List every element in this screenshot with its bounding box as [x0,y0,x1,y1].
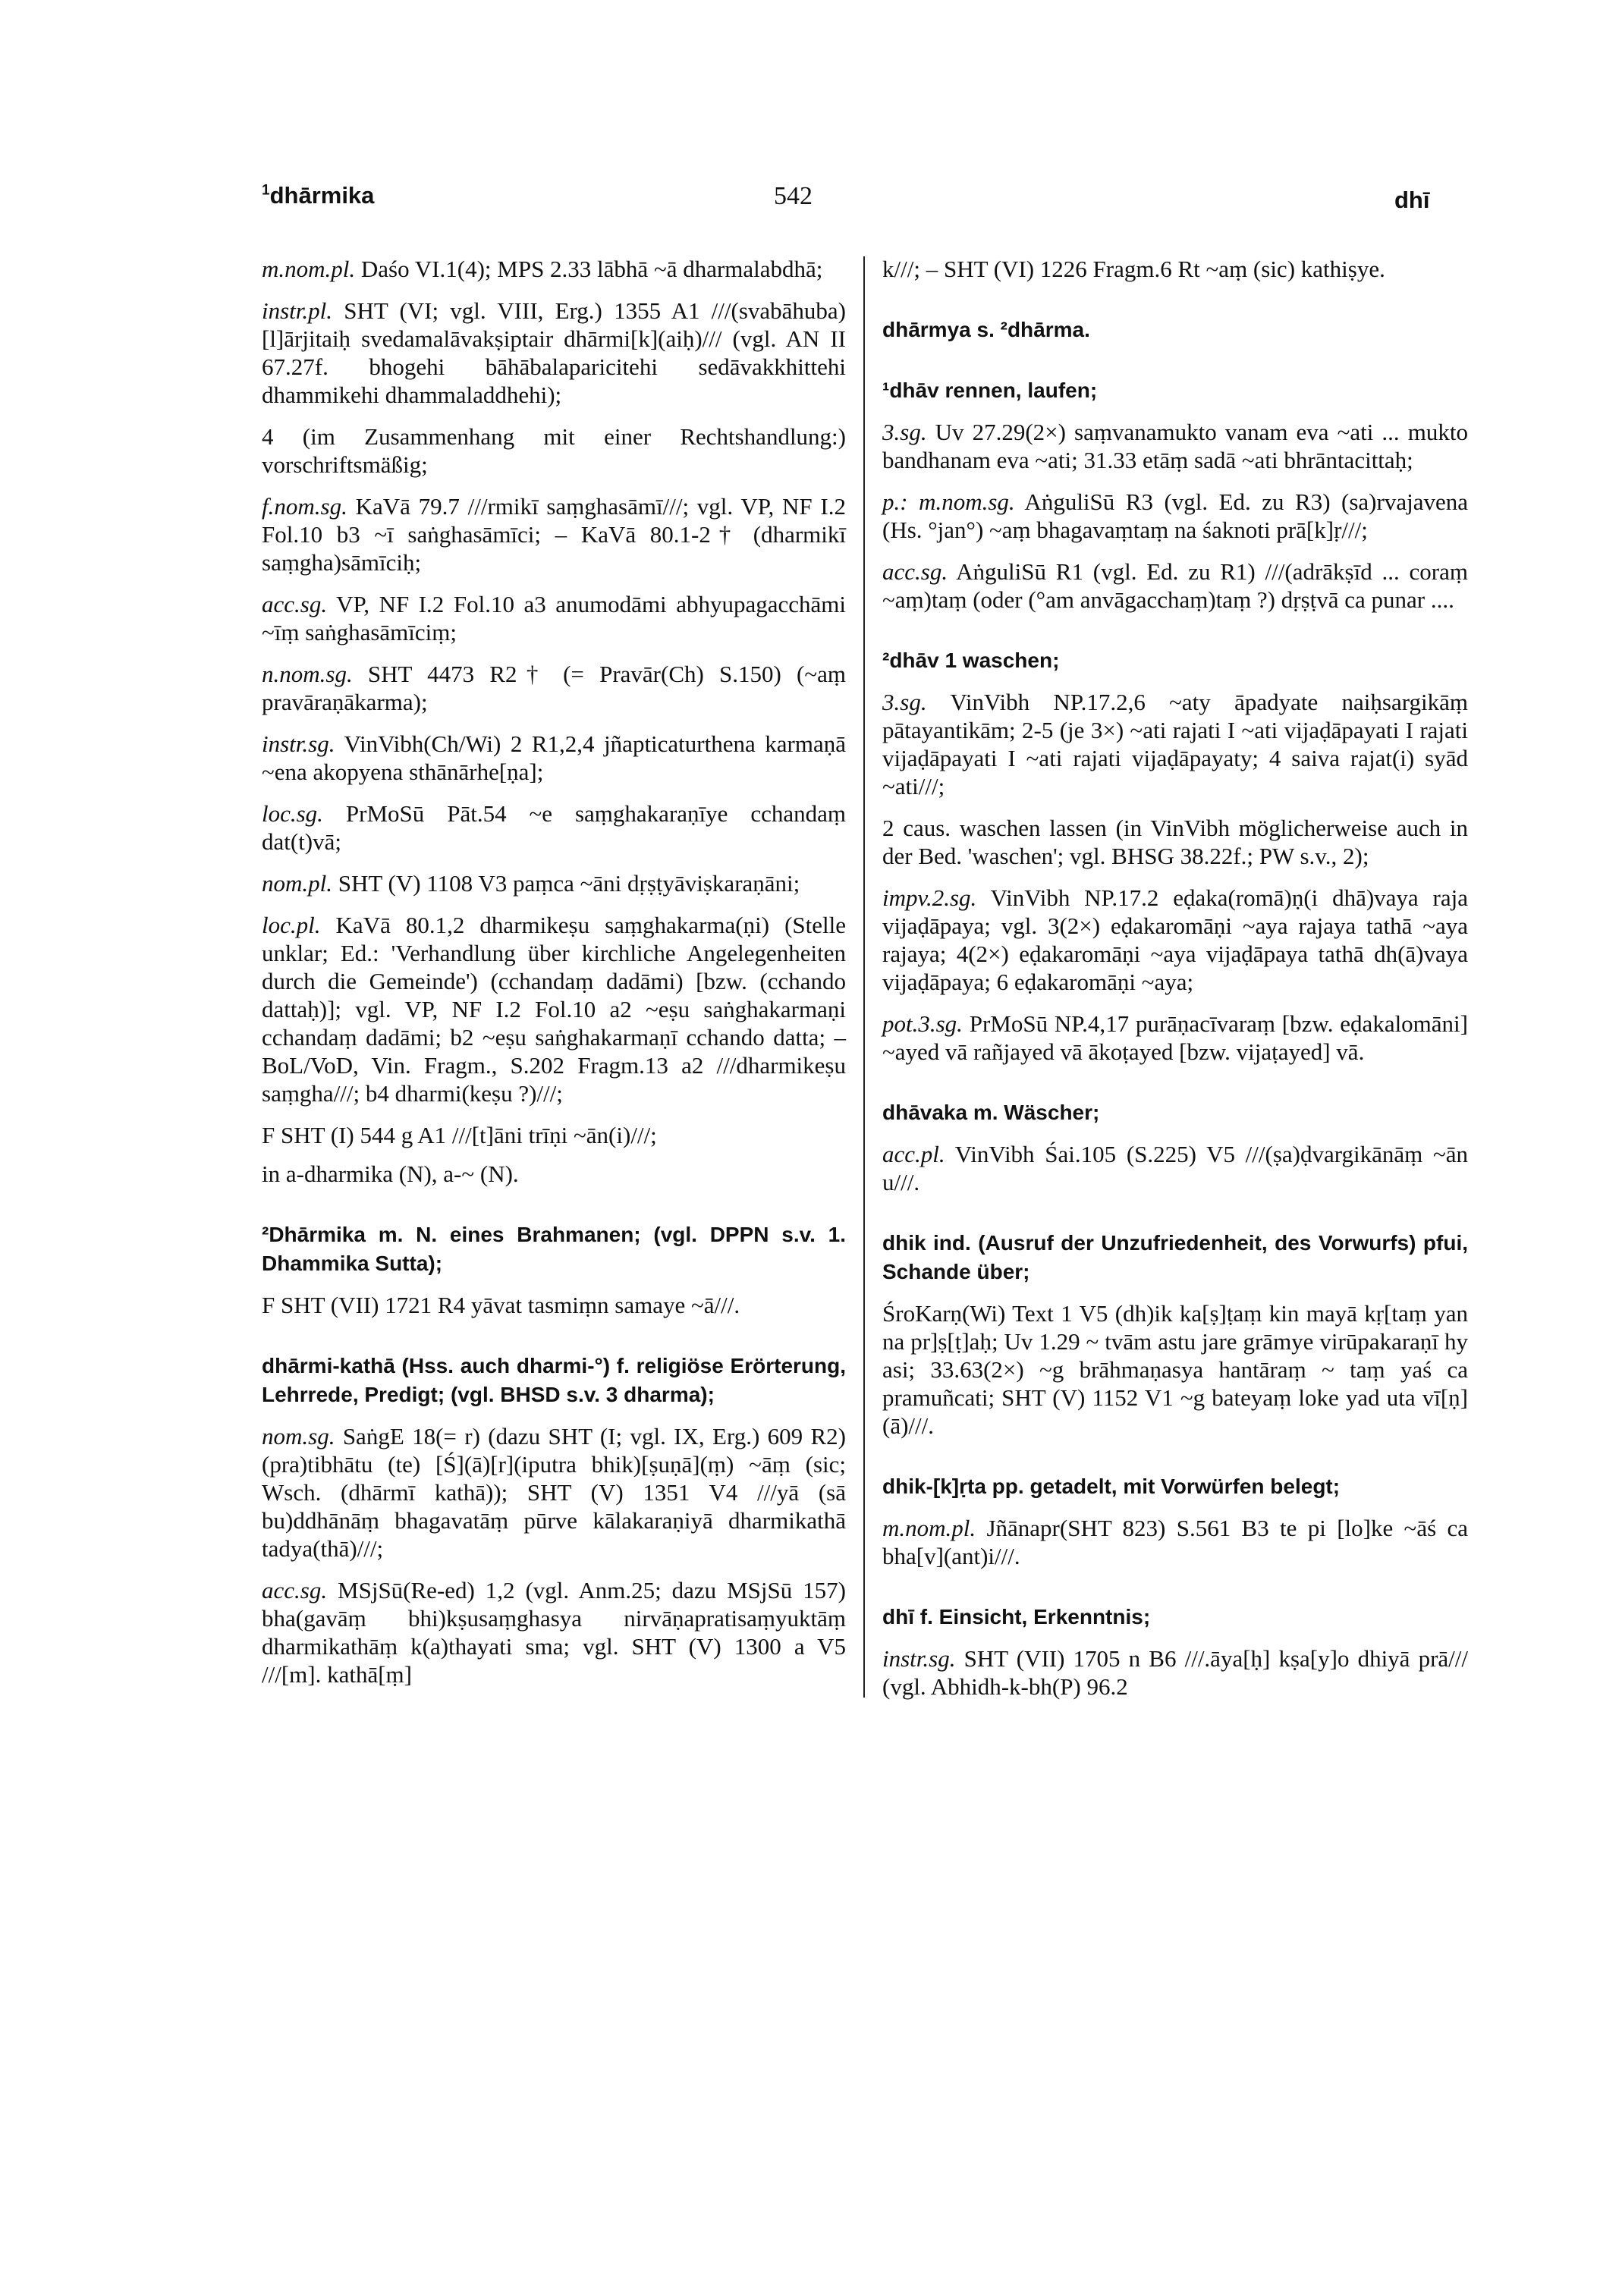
entry-paragraph [262,1291,846,1319]
grammar-tag: acc.sg. [262,1577,328,1603]
headword-dhavaka: dhāvaka m. Wäscher; [882,1101,1100,1124]
entry-headword [882,315,1468,344]
grammar-tag: loc.pl. [262,912,321,938]
entry-paragraph [262,911,846,1107]
entry-text: PrMoSū Pāt.54 ~e saṃghakaraṇīye cchandaṃ dat(t)vā; [262,800,846,855]
running-head [0,182,1622,228]
entry-paragraph [882,418,1468,474]
entry-headword [882,1602,1468,1631]
entry-text: SHT (VII) 1705 n B6 ///.āya[ḥ] kṣa[y]o dhiyā prā/// (vgl. Abhidh-k-bh(P) 96.2 [882,1645,1468,1700]
grammar-tag: acc.sg. [262,591,328,617]
grammar-tag: instr.sg. [262,730,335,757]
page-number: 542 [774,182,813,210]
entry-text: SHT (VI; vgl. VIII, Erg.) 1355 A1 ///(svabāhuba)[l]ārjitaiḥ svedamalāvakṣiptair dhārmi[k](aiḥ)/// (vgl. AN II 67.27f. bhogehi bāhābalaparicitehi sedāvakkhittehi dhammikehi dhammaladdhehi); [262,297,846,408]
entry-paragraph [262,590,846,646]
entry-text: SaṅgE 18(= r) (dazu SHT (I; vgl. IX, Erg.) 609 R2) (pra)tibhātu (te) [Ś](ā)[r](iputra bhik)[ṣuṇā](ṃ) ~āṃ (sic; Wsch. (dhārmī kathā)); SHT (V) 1351 V4 ///yā (sā bu)ddhānāṃ bhagavatāṃ pūrve kālakaraṇiyā dharmikathā tadya(thā)///; [262,1423,846,1562]
entry-headword [262,1351,846,1409]
entry-text: Daśo VI.1(4); MPS 2.33 lābhā ~ā dharmalabdhā; [355,256,823,282]
headword-dharmya: dhārmya s. ²dhārma. [882,318,1090,341]
grammar-tag: nom.pl. [262,870,332,897]
header-right-lemma: dhī [1394,187,1430,213]
entry-text: 2 caus. waschen lassen (in VinVibh möglicherweise auch in der Bed. 'waschen'; vgl. BHSG 38.22f.; PW s.v., 2); [882,815,1468,869]
entry-text: in a-dharmika (N), a-~ (N). [262,1161,519,1187]
grammar-tag: 3.sg. [882,419,927,445]
headword-dhav-2: ²dhāv 1 waschen; [882,649,1060,672]
entry-paragraph [882,1299,1468,1440]
grammar-tag: acc.pl. [882,1141,945,1167]
entry-text: AṅguliSū R1 (vgl. Ed. zu R1) ///(adrākṣīd ... coraṃ ~aṃ)taṃ (oder (°am anvāgacchaṃ)taṃ ?) dṛṣṭvā ca punar .... [882,558,1468,613]
entry-paragraph [882,688,1468,800]
entry-paragraph [262,255,846,283]
entry-headword [882,1098,1468,1126]
grammar-tag: pot.3.sg. [882,1010,963,1037]
entry-text: VP, NF I.2 Fol.10 a3 anumodāmi abhyupagacchāmi ~īṃ saṅghasāmīciṃ; [262,591,846,645]
entry-text: SHT (V) 1108 V3 paṃca ~āni dṛṣṭyāviṣkaraṇāni; [332,870,800,897]
column-rule [863,256,865,1698]
entry-paragraph [262,1422,846,1563]
entry-paragraph [882,1010,1468,1066]
entry-paragraph [882,488,1468,544]
entry-paragraph [262,799,846,856]
grammar-tag: n.nom.sg. [262,661,353,687]
grammar-tag: f.nom.sg. [262,493,347,520]
entry-text: MSjSū(Re-ed) 1,2 (vgl. Anm.25; dazu MSjSū 157) bha(gavāṃ bhi)kṣusaṃghasya nirvāṇapratisaṃyuktāṃ dharmikathāṃ k(a)thayati sma; vgl. SHT (V) 1300 a V5 ///[m]. kathā[ṃ] [262,1577,846,1688]
grammar-tag: acc.sg. [882,558,948,585]
grammar-tag: nom.sg. [262,1423,335,1450]
entry-paragraph [262,1160,846,1188]
grammar-tag: p.: m.nom.sg. [882,488,1015,515]
header-left-lemma [262,182,374,209]
entry-paragraph [882,558,1468,614]
entry-text: Uv 27.29(2×) saṃvanamukto vanam eva ~ati ... mukto bandhanam eva ~ati; 31.33 etāṃ sadā ~ati bhrāntacittaḥ; [882,419,1468,473]
headword-dhav-1: ¹dhāv rennen, laufen; [882,378,1098,402]
header-left-number: 1 [262,182,270,199]
entry-text: k///; – SHT (VI) 1226 Fragm.6 Rt ~aṃ (sic) kathiṣye. [882,256,1385,282]
grammar-tag: instr.pl. [262,297,333,324]
grammar-tag: loc.sg. [262,800,323,827]
entry-paragraph [262,869,846,897]
entry-text: ŚroKarṇ(Wi) Text 1 V5 (dh)ik ka[ṣ]ṭaṃ kin mayā kṛ[taṃ yan na pr]ṣ[ṭ]aḥ; Uv 1.29 ~ tvām astu jare grāmye virūpakaraṇī hy asi; 33.63(2×) ~g brāhmaṇasya hantāraṃ ~ taṃ yaś ca pramuñcati; SHT (V) 1152 V1 ~g bateyaṃ loke yad uta vī[ṇ](ā)///. [882,1300,1468,1439]
headword-dhi: dhī f. Einsicht, Erkenntnis; [882,1605,1151,1629]
entry-text: AṅguliSū R3 (vgl. Ed. zu R3) (sa)rvajavena (Hs. °jan°) ~aṃ bhagavaṃtaṃ na śaknoti prā[k]ṛ///; [882,488,1468,543]
entry-paragraph [262,297,846,409]
grammar-tag: impv.2.sg. [882,884,977,911]
entry-headword [882,375,1468,404]
entry-text: VinVibh Śai.105 (S.225) V5 ///(ṣa)ḍvargikānāṃ ~ān u///. [882,1141,1468,1195]
entry-text: VinVibh NP.17.2 eḍaka(romā)ṇ(i dhā)vaya raja vijaḍāpaya; vgl. 3(2×) eḍakaromāṇi ~aya rajaya tathā ~aya rajaya; 4(2×) eḍakaromāṇi ~aya vijaḍāpaya tathā dh(ā)vaya vijaḍāpaya; 6 eḍakaromāṇi ~aya; [882,884,1468,995]
entry-paragraph [882,1644,1468,1701]
headword-dhik: dhik ind. (Ausruf der Unzufriedenheit, des Vorwurfs) pfui, Schande über; [882,1231,1468,1283]
entry-paragraph [882,255,1468,283]
entry-paragraph [882,1514,1468,1570]
entry-paragraph [262,492,846,576]
entry-headword [882,1228,1468,1286]
headword-dharmika-2: ²Dhārmika m. N. eines Brahmanen; (vgl. DPPN s.v. 1. Dhammika Sutta); [262,1223,846,1275]
entry-text: F SHT (VII) 1721 R4 yāvat tasmiṃn samaye ~ā///. [262,1292,740,1318]
right-column [882,255,1468,1714]
entry-paragraph [882,1140,1468,1196]
grammar-tag: 3.sg. [882,689,927,715]
headword-dharmi-katha: dhārmi-kathā (Hss. auch dharmi-°) f. religiöse Erörterung, Lehrrede, Predigt; (vgl. BHSD s.v. 3 dharma); [262,1354,846,1406]
grammar-tag: instr.sg. [882,1645,956,1672]
entry-paragraph [262,1121,846,1149]
left-column [262,255,846,1702]
entry-paragraph [262,730,846,786]
entry-text: VinVibh NP.17.2,6 ~aty āpadyate naiḥsargikāṃ pātayantikām; 2-5 (je 3×) ~ati rajati I ~ati vijaḍāpayati I rajati vijaḍāpayati I ~ati rajati vijaḍāpayaty; 4 saiva rajat(i) syād ~ati///; [882,689,1468,799]
entry-text: F SHT (I) 544 g A1 ///[t]āni trīṇi ~ān(i)///; [262,1122,657,1148]
entry-paragraph [882,884,1468,996]
entry-headword [262,1220,846,1277]
grammar-tag: m.nom.pl. [262,256,356,282]
entry-text: SHT 4473 R2† (= Pravār(Ch) S.150) (~aṃ pravāraṇākarma); [262,661,846,715]
entry-paragraph [262,660,846,716]
entry-headword [882,645,1468,674]
entry-headword [882,1472,1468,1500]
grammar-tag: m.nom.pl. [882,1515,976,1541]
entry-text: 4 (im Zusammenhang mit einer Rechtshandlung:) vorschriftsmäßig; [262,423,846,478]
entry-paragraph [262,422,846,479]
entry-text: Jñānapr(SHT 823) S.561 B3 te pi [lo]ke ~āś ca bha[v](ant)i///. [882,1515,1468,1569]
entry-paragraph [882,814,1468,870]
entry-text: PrMoSū NP.4,17 purāṇacīvaraṃ [bzw. eḍakalomāni] ~ayed vā rañjayed vā ākoṭayed [bzw. vijaṭayed] vā. [882,1010,1468,1065]
entry-text: KaVā 79.7 ///rmikī saṃghasāmī///; vgl. VP, NF I.2 Fol.10 b3 ~ī saṅghasāmīci; – KaVā 80.1-2† (dharmikī saṃgha)sāmīciḥ; [262,493,846,576]
entry-text: KaVā 80.1,2 dharmikeṣu saṃghakarma(ṇi) (Stelle unklar; Ed.: 'Verhandlung über kirchliche Angelegenheiten durch die Gemeinde') (cchandaṃ dadāmi) [bzw. (cchando dattaḥ)]; vgl. VP, NF I.2 Fol.10 a2 ~eṣu saṅghakarmaṇi cchandaṃ dadāmi; b2 ~eṣu saṅghakarmaṇī cchando datta; – BoL/VoD, Vin. Fragm., S.202 Fragm.13 a2 ///dharmikeṣu saṃgha///; b4 dharmi(keṣu ?)///; [262,912,846,1107]
headword-dhik-krta: dhik-[k]ṛta pp. getadelt, mit Vorwürfen belegt; [882,1475,1341,1498]
entry-text: VinVibh(Ch/Wi) 2 R1,2,4 jñapticaturthena karmaṇā ~ena akopyena sthānārhe[ṇa]; [262,730,846,785]
entry-paragraph [262,1576,846,1688]
header-left-text: dhārmika [269,182,375,209]
